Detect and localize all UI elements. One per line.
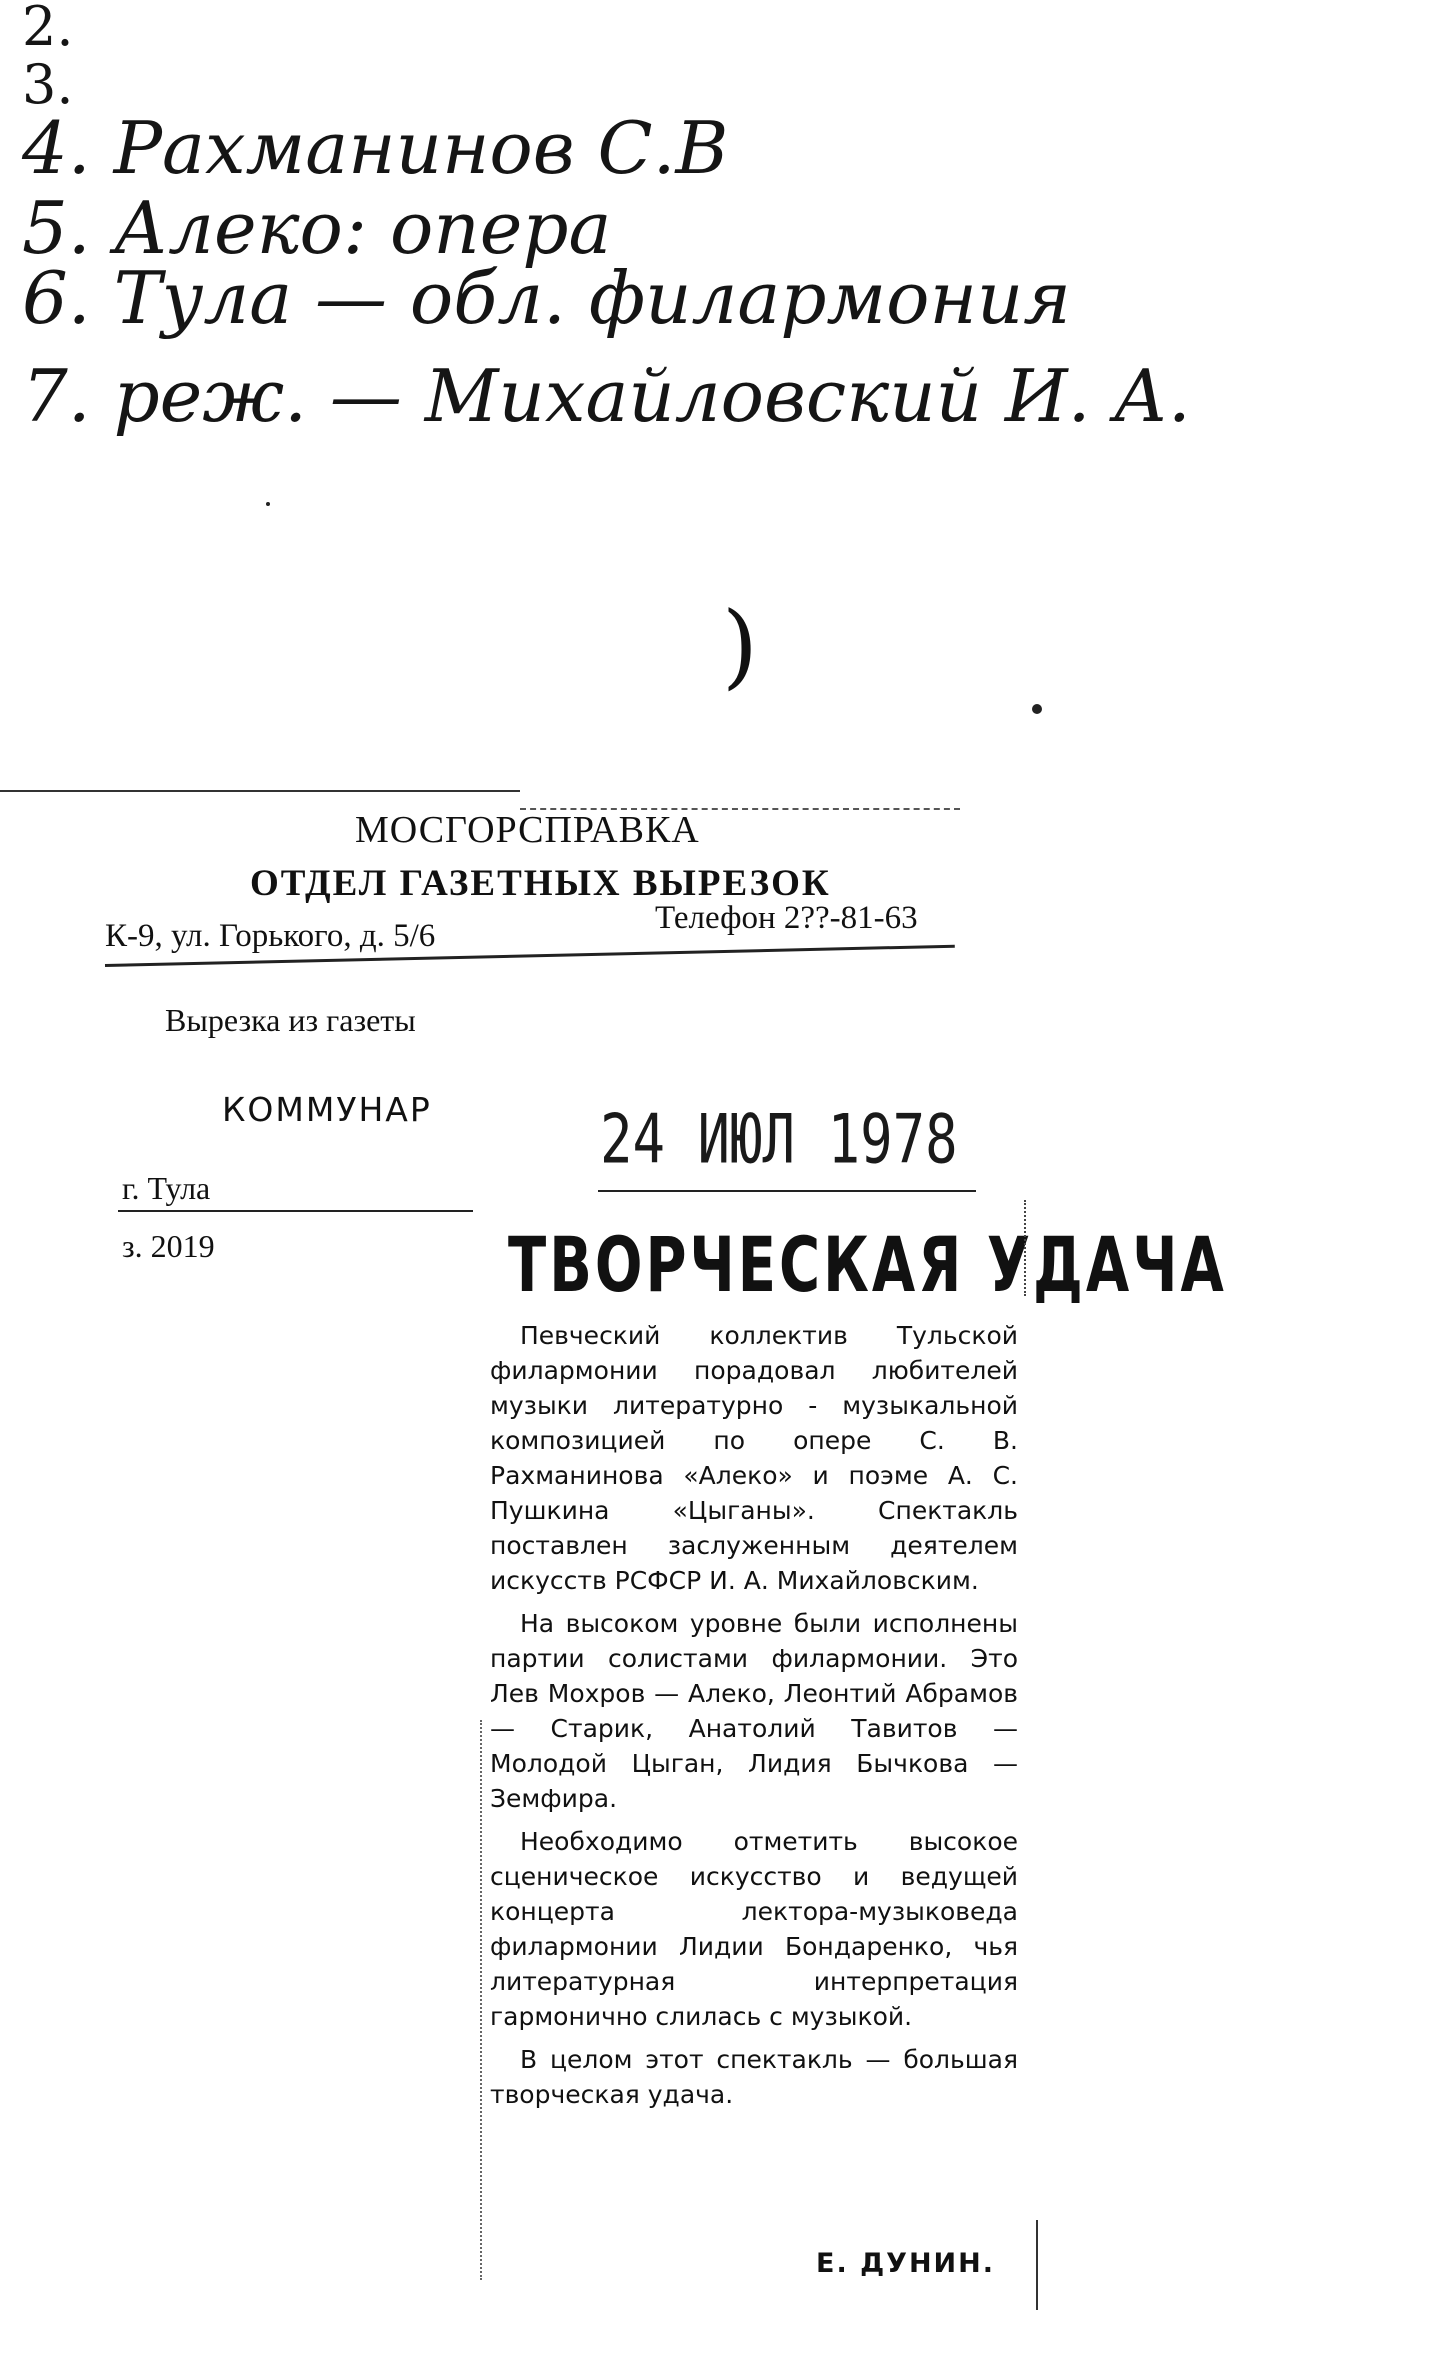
clipping-edge-right-bottom: [1036, 2220, 1038, 2310]
handwritten-note-composer: 4. Рахманинов С.В: [22, 106, 729, 190]
city-rule: [118, 1210, 473, 1212]
bracket-mark: ): [722, 592, 758, 699]
agency-address: К-9, ул. Горького, д. 5/6: [105, 918, 436, 954]
newspaper-name: КОММУНАР: [222, 1090, 432, 1129]
issue-number: з. 2019: [122, 1228, 215, 1264]
handwritten-note-director: 7. реж. — Михайловский И. А.: [22, 354, 1191, 438]
ink-dot: [1032, 704, 1042, 714]
stamp-rule: [598, 1190, 976, 1192]
article-paragraph-3: Необходимо отметить высокое сценическое искусство и ведущей концерта лектора-музыковеда филармонии Лидии Бондаренко, чья литературная интерпретация гармонично слилась с музыкой.: [490, 1827, 1018, 2031]
clipping-edge-right: [1024, 1200, 1026, 1296]
article-body: [490, 1318, 1018, 2120]
article-headline: ТВОРЧЕСКАЯ УДАЧА: [508, 1222, 1227, 1310]
article-paragraph-1: Певческий коллектив Тульской филармонии порадовал любителей музыки литературно - музыкальной композицией по опере С. В. Рахманинова «Алеко» и поэме А. С. Пушкина «Цыганы». Спектакль поставлен заслуженным деятелем искусств РСФСР И. А. Михайловским.: [490, 1321, 1018, 1595]
clipping-label: Вырезка из газеты: [165, 1002, 416, 1038]
city-field: г. Тула: [122, 1170, 211, 1206]
handwritten-note-opera: 5. Алеко: опера: [22, 186, 612, 270]
agency-name: МОСГОРСПРАВКА: [355, 809, 700, 851]
cut-line: [0, 790, 520, 792]
article-paragraph-4: В целом этот спектакль — большая творческая удача.: [490, 2045, 1018, 2109]
article-paragraph-2: На высоком уровне были исполнены партии солистами филармонии. Это Лев Мохров — Алеко, Леонтий Абрамов — Старик, Анатолий Тавитов — Молодой Цыган, Лидия Бычкова — Земфира.: [490, 1609, 1018, 1813]
handwritten-note-philharmonic: 6. Тула — обл. филармония: [22, 256, 1071, 340]
article-author: Е. ДУНИН.: [816, 2248, 996, 2279]
ink-speck: [266, 502, 270, 506]
agency-phone: Телефон 2??-81-63: [655, 900, 918, 936]
clipping-edge-left: [480, 1720, 482, 2280]
handwritten-note-3: 3.: [22, 53, 74, 116]
date-stamp: 24 ИЮЛ 1978: [600, 1100, 958, 1179]
handwritten-note-2: 2.: [22, 0, 74, 58]
department-name: ОТДЕЛ ГАЗЕТНЫХ ВЫРЕЗОК: [250, 863, 831, 904]
